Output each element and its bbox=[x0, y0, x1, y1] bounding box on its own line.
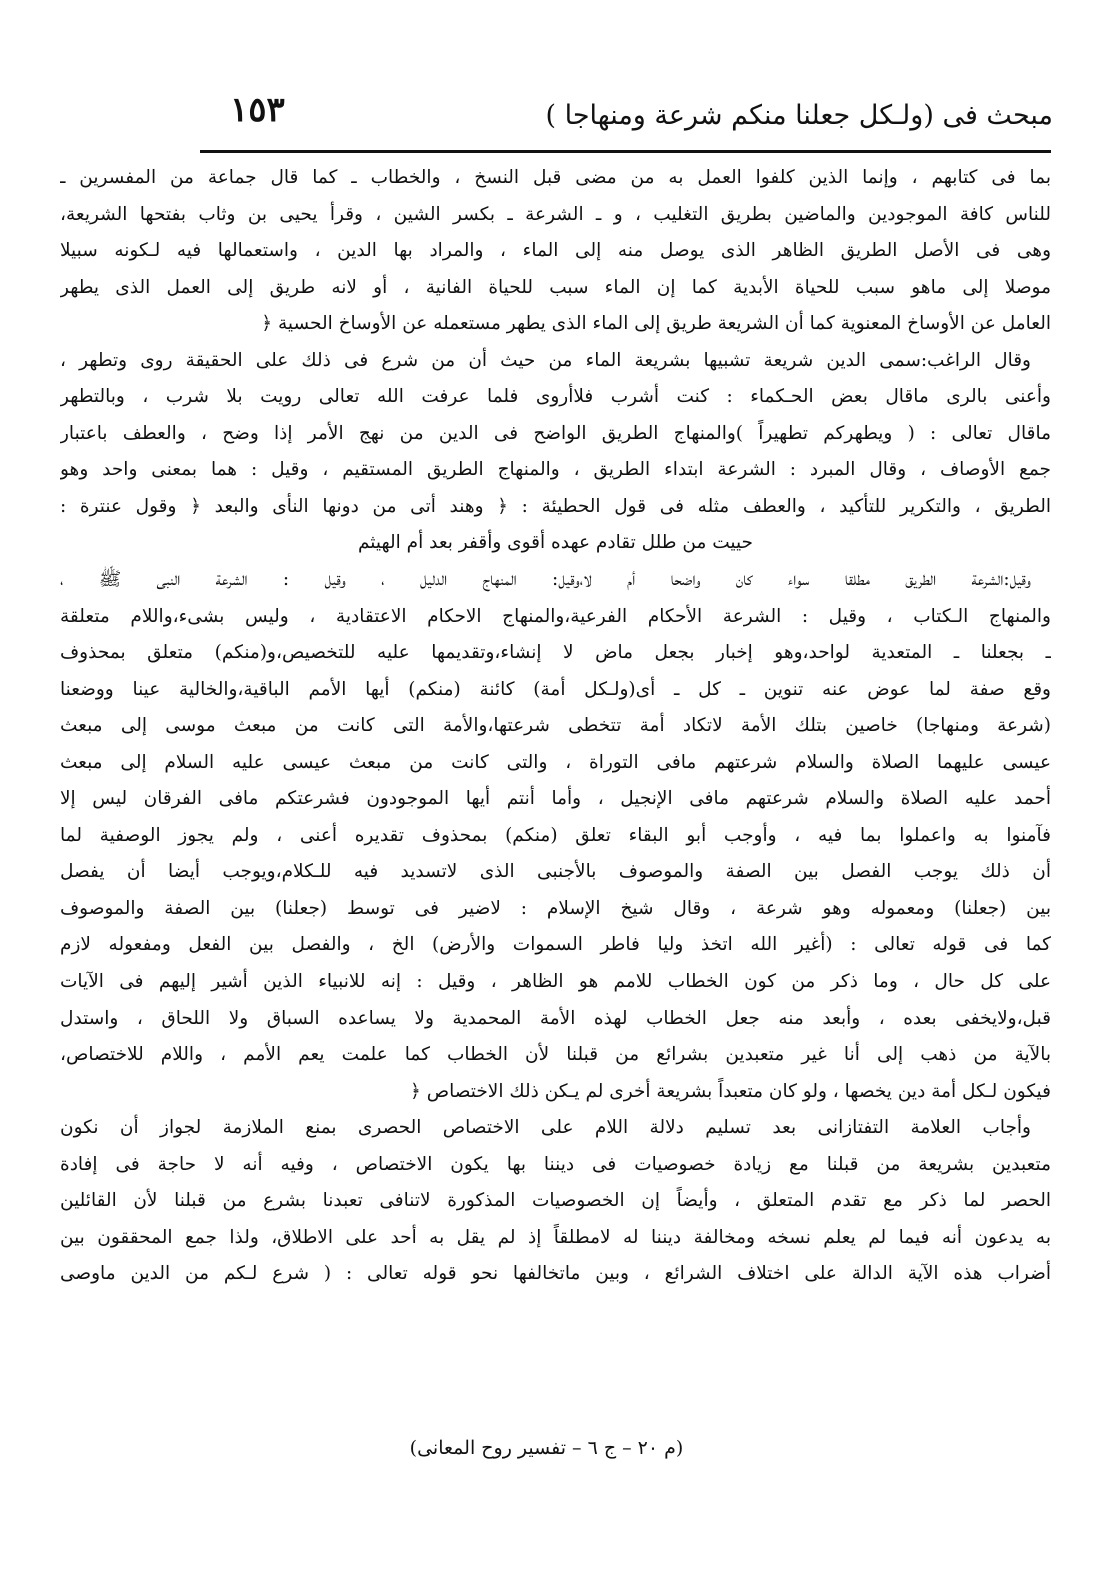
text-line: وأجاب العلامة التفتازانى بعد تسليم دلالة اللام على الاختصاص الحصرى بمنع الملازمة لجواز أن نكون bbox=[60, 1117, 1031, 1139]
text-line: ماقال تعالى : ( ويطهركم تطهيراً )والمنهاج الطريق الواضح فى الدين من نهج الأمر إذا وضح ، والعطف باعتبار bbox=[60, 422, 1051, 444]
text-line: أحمد عليه الصلاة والسلام شرعتهم مافى الإنجيل ، وأما أنتم أيها الموجودون فشرعتكم مافى الفرقان ليس إلا bbox=[60, 788, 1051, 810]
signature-line: (م ٢٠ – ج ٦ – تفسير روح المعانى) bbox=[409, 1437, 684, 1459]
text-line: أن ذلك يوجب الفصل بين الصفة والموصوف بالأجنبى الذى لاتسديد فيه للـكلام،ويوجب أيضا أن يفصل bbox=[60, 861, 1051, 883]
text-line: وأعنى بالرى ماقال بعض الحـكماء : كنت أشرب فلاأروى فلما عرفت الله تعالى رويت بلا شرب ، وبالتطهر bbox=[60, 386, 1051, 408]
page-header bbox=[200, 88, 1053, 152]
text-line: الطريق ، والتكرير للتأكيد ، والعطف مثله فى قول الحطيئة : ﴿ وهند أتى من دونها النأى والبعد ﴿ وقول عنترة : bbox=[60, 495, 1051, 517]
body-text bbox=[60, 160, 1051, 1293]
text-line: بالآية من ذهب إلى أنا غير متعبدين بشرائع من قبلنا لأن الخطاب كما علمت يعم الأمم ، واللام للاختصاص، bbox=[60, 1044, 1051, 1066]
header-rule bbox=[200, 150, 1051, 153]
text-line: فيكون لـكل أمة دين يخصها ، ولو كان متعبداً بشريعة أخرى لم يـكن ذلك الاختصاص ﴿ bbox=[410, 1080, 1051, 1102]
text-line: موصلا إلى ماهو سبب للحياة الأبدية كما إن الماء سبب للحياة الفانية ، أو لانه طريق إلى العمل الذى يطهر bbox=[60, 276, 1051, 298]
page-number: ١٥٣ bbox=[230, 90, 285, 130]
text-line: على كل حال ، وما ذكر من كون الخطاب للامم هو الظاهر ، وقيل : إنه للانبياء الذين أشير إليهم فى الآيات bbox=[60, 971, 1051, 993]
text-line: وقيل:الشرعة الطريق مطلقا سواء كان واضحا أم لا،وقيل: المنهاج الدليل ، وقيل : الشرعة النبى ﷺ ، bbox=[60, 569, 1031, 591]
text-line: عيسى عليهما الصلاة والسلام شرعتهم مافى التوراة ، والتى كانت من مبعث عيسى عليه السلام إلى مبعث bbox=[60, 751, 1051, 773]
text-line: فآمنوا به واعملوا بما فيه ، وأوجب أبو البقاء تعلق (منكم) بمحذوف تقديره أعنى ، ولم يجوز الوصفية لما bbox=[60, 824, 1051, 846]
text-line: جمع الأوصاف ، وقال المبرد : الشرعة ابتداء الطريق ، والمنهاج الطريق المستقيم ، وقيل : هما بمعنى واحد وهو bbox=[60, 459, 1051, 481]
text-line: به يدعون أنه فيما لم يعلم نسخه ومخالفة ديننا له لامطلقاً إذ لم يقل به أحد على الاطلاق، ولذا جمع المحققون بين bbox=[60, 1226, 1051, 1248]
text-line: العامل عن الأوساخ المعنوية كما أن الشريعة طريق إلى الماء الذى يطهر مستعمله عن الأوساخ الحسية ﴿ bbox=[261, 313, 1051, 335]
text-line: قبل،ولايخفى بعده ، وأبعد منه جعل الخطاب لهذه الأمة المحمدية ولا يساعده السباق ولا اللحاق ، واستدل bbox=[60, 1007, 1051, 1029]
text-line: بين (جعلنا) ومعموله وهو شرعة ، وقال شيخ الإسلام : لاضير فى توسط (جعلنا) بين الصفة والموصوف bbox=[60, 897, 1051, 919]
text-line: كما فى قوله تعالى : (أغير الله اتخذ وليا فاطر السموات والأرض) الخ ، والفصل بين الفعل ومفعوله لازم bbox=[60, 934, 1051, 956]
text-line: وقال الراغب:سمى الدين شريعة تشبيها بشريعة الماء من حيث أن من شرع فى ذلك على الحقيقة روى وتطهر ، bbox=[60, 349, 1031, 371]
text-line: للناس كافة الموجودين والماضين بطريق التغليب ، و ـ الشرعة ـ بكسر الشين ، وقرأ يحيى بن وثاب بفتحها الشريعة، bbox=[60, 203, 1051, 225]
text-line: وقع صفة لما عوض عنه تنوين ـ كل ـ أى(ولـكل أمة) كائنة (منكم) أيها الأمم الباقية،والخالية عينا ووضعنا bbox=[60, 678, 1051, 700]
text-line: بما فى كتابهم ، وإنما الذين كلفوا العمل به من مضى قبل النسخ ، والخطاب ـ كما قال جماعة من المفسرين ـ bbox=[60, 167, 1051, 188]
verse-line: حييت من طلل تقادم عهده أقوى وأقفر بعد أم الهيثم bbox=[357, 532, 753, 554]
text-line: وهى فى الأصل الطريق الظاهر الذى يوصل منه إلى الماء ، والمراد بها الدين ، واستعمالها فيه لـكونه سبيلا bbox=[60, 240, 1051, 262]
text-line: متعبدين بشريعة من قبلنا مع زيادة خصوصيات فى ديننا بها يكون الاختصاص ، وفيه أنه لا حاجة فى إفادة bbox=[60, 1153, 1051, 1175]
text-line: أضراب هذه الآية الدالة على اختلاف الشرائع ، وبين ماتخالفها نحو قوله تعالى : ( شرع لـكم من الدين ماوصى bbox=[60, 1263, 1051, 1285]
text-line: (شرعة ومنهاجا) خاصين بتلك الأمة لاتكاد أمة تتخطى شرعتها،والأمة التى كانت من مبعث موسى إلى مبعث bbox=[60, 715, 1051, 737]
text-line: ـ بجعلنا ـ المتعدية لواحد،وهو إخبار بجعل ماض لا إنشاء،وتقديمها عليه للتخصيص،و(منكم) متعلق بمحذوف bbox=[60, 642, 1051, 664]
running-title: مبحث فى (ولـكل جعلنا منكم شرعة ومنهاجا ) bbox=[545, 100, 1053, 131]
text-line: الحصر لما ذكر مع تقدم المتعلق ، وأيضاً إن الخصوصيات المذكورة لاتنافى تعبدنا بشرع من قبلنا لأن القائلين bbox=[60, 1190, 1051, 1212]
text-line: والمنهاج الـكتاب ، وقيل : الشرعة الأحكام الفرعية،والمنهاج الاحكام الاعتقادية ، وليس بشىء،واللام متعلقة bbox=[60, 605, 1051, 627]
